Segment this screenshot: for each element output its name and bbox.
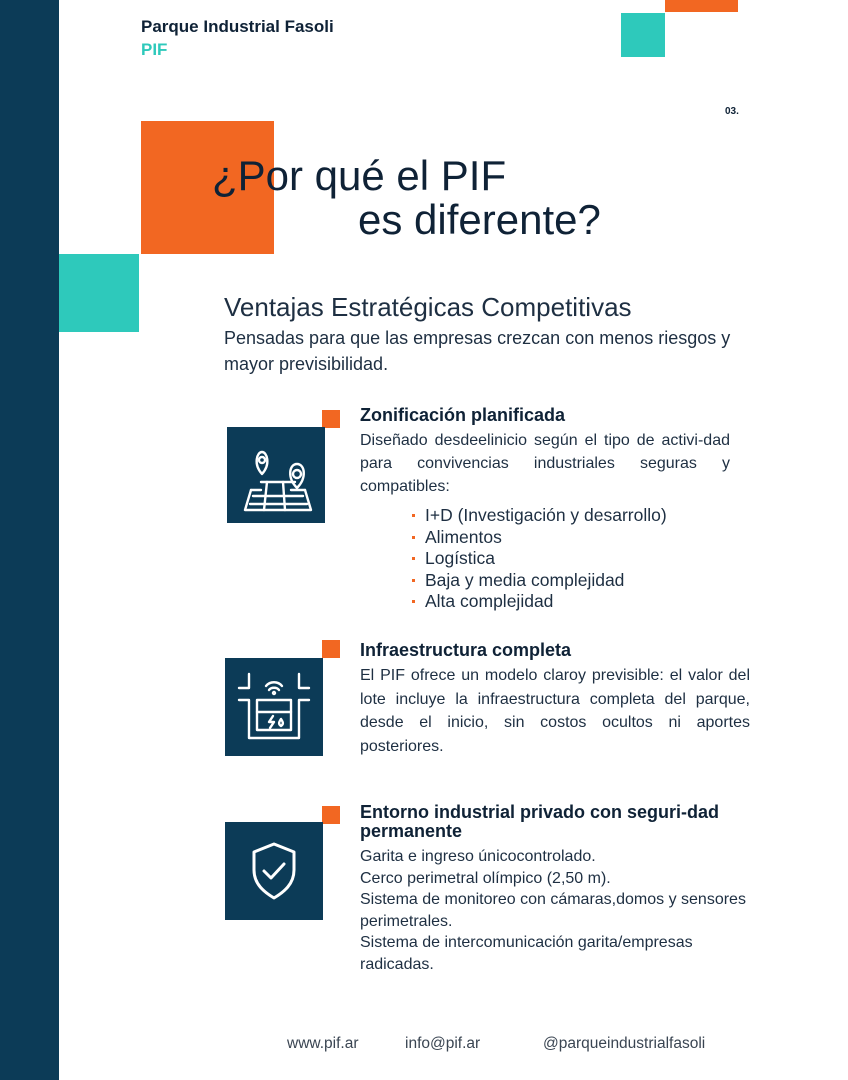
brand-short-name: PIF [141, 40, 168, 59]
section-title: Ventajas Estratégicas Competitivas [224, 292, 632, 322]
shield-check-icon [244, 836, 304, 906]
sidebar-stripe [0, 0, 59, 1080]
feature-bullet-list [410, 505, 667, 613]
footer-social-handle[interactable]: @parqueindustrialfasoli [543, 1035, 706, 1052]
hero-title-line-1: ¿Por qué el PIF [212, 152, 507, 199]
page-number: 03. [725, 106, 739, 117]
footer-website-link[interactable]: www.pif.ar [287, 1035, 359, 1052]
list-item: Alta complejidad [410, 591, 667, 613]
hero-title-line-2: es diferente? [358, 196, 601, 243]
feature-accent-square [322, 806, 340, 824]
list-item: Baja y media complejidad [410, 570, 667, 592]
decorative-teal-square [621, 13, 665, 57]
feature-description: Diseñado desdeelinicio según el tipo de activi-dad para convivencias industriales seguras y compatibles: [360, 432, 730, 495]
list-item: Alimentos [410, 527, 667, 549]
feature-icon-box [225, 822, 323, 920]
feature-icon-box [227, 427, 325, 523]
feature-title: Infraestructura completa [360, 640, 572, 660]
feature-description: Garita e ingreso únicocontrolado. Cerco perimetral olímpico (2,50 m). Sistema de monitoreo con cámaras,domos y sensores perimetrales. Sistema de intercomunicación garita/empresas radicadas. [360, 848, 746, 973]
brand-name: Parque Industrial Fasoli [141, 17, 334, 36]
feature-accent-square [322, 640, 340, 658]
feature-accent-square [322, 410, 340, 428]
list-item: Logística [410, 548, 667, 570]
feature-title: Entorno industrial privado con seguri-dad permanente [360, 802, 720, 841]
feature-icon-box [225, 658, 323, 756]
feature-description: El PIF ofrece un modelo claroy previsible: el valor del lote incluye la infraestructura completa del parque, desde el inicio, sin costos ocultos ni aportes posteriores. [360, 667, 750, 755]
list-item: I+D (Investigación y desarrollo) [410, 505, 667, 527]
zoning-map-icon [231, 434, 321, 516]
section-subtitle: Pensadas para que las empresas crezcan con menos riesgos y mayor previsibilidad. [224, 328, 731, 374]
footer-email-link[interactable]: info@pif.ar [405, 1035, 481, 1052]
decorative-orange-bar [665, 0, 738, 12]
feature-title: Zonificación planificada [360, 405, 566, 425]
infrastructure-icon [229, 664, 319, 750]
decorative-teal-block [59, 254, 139, 332]
